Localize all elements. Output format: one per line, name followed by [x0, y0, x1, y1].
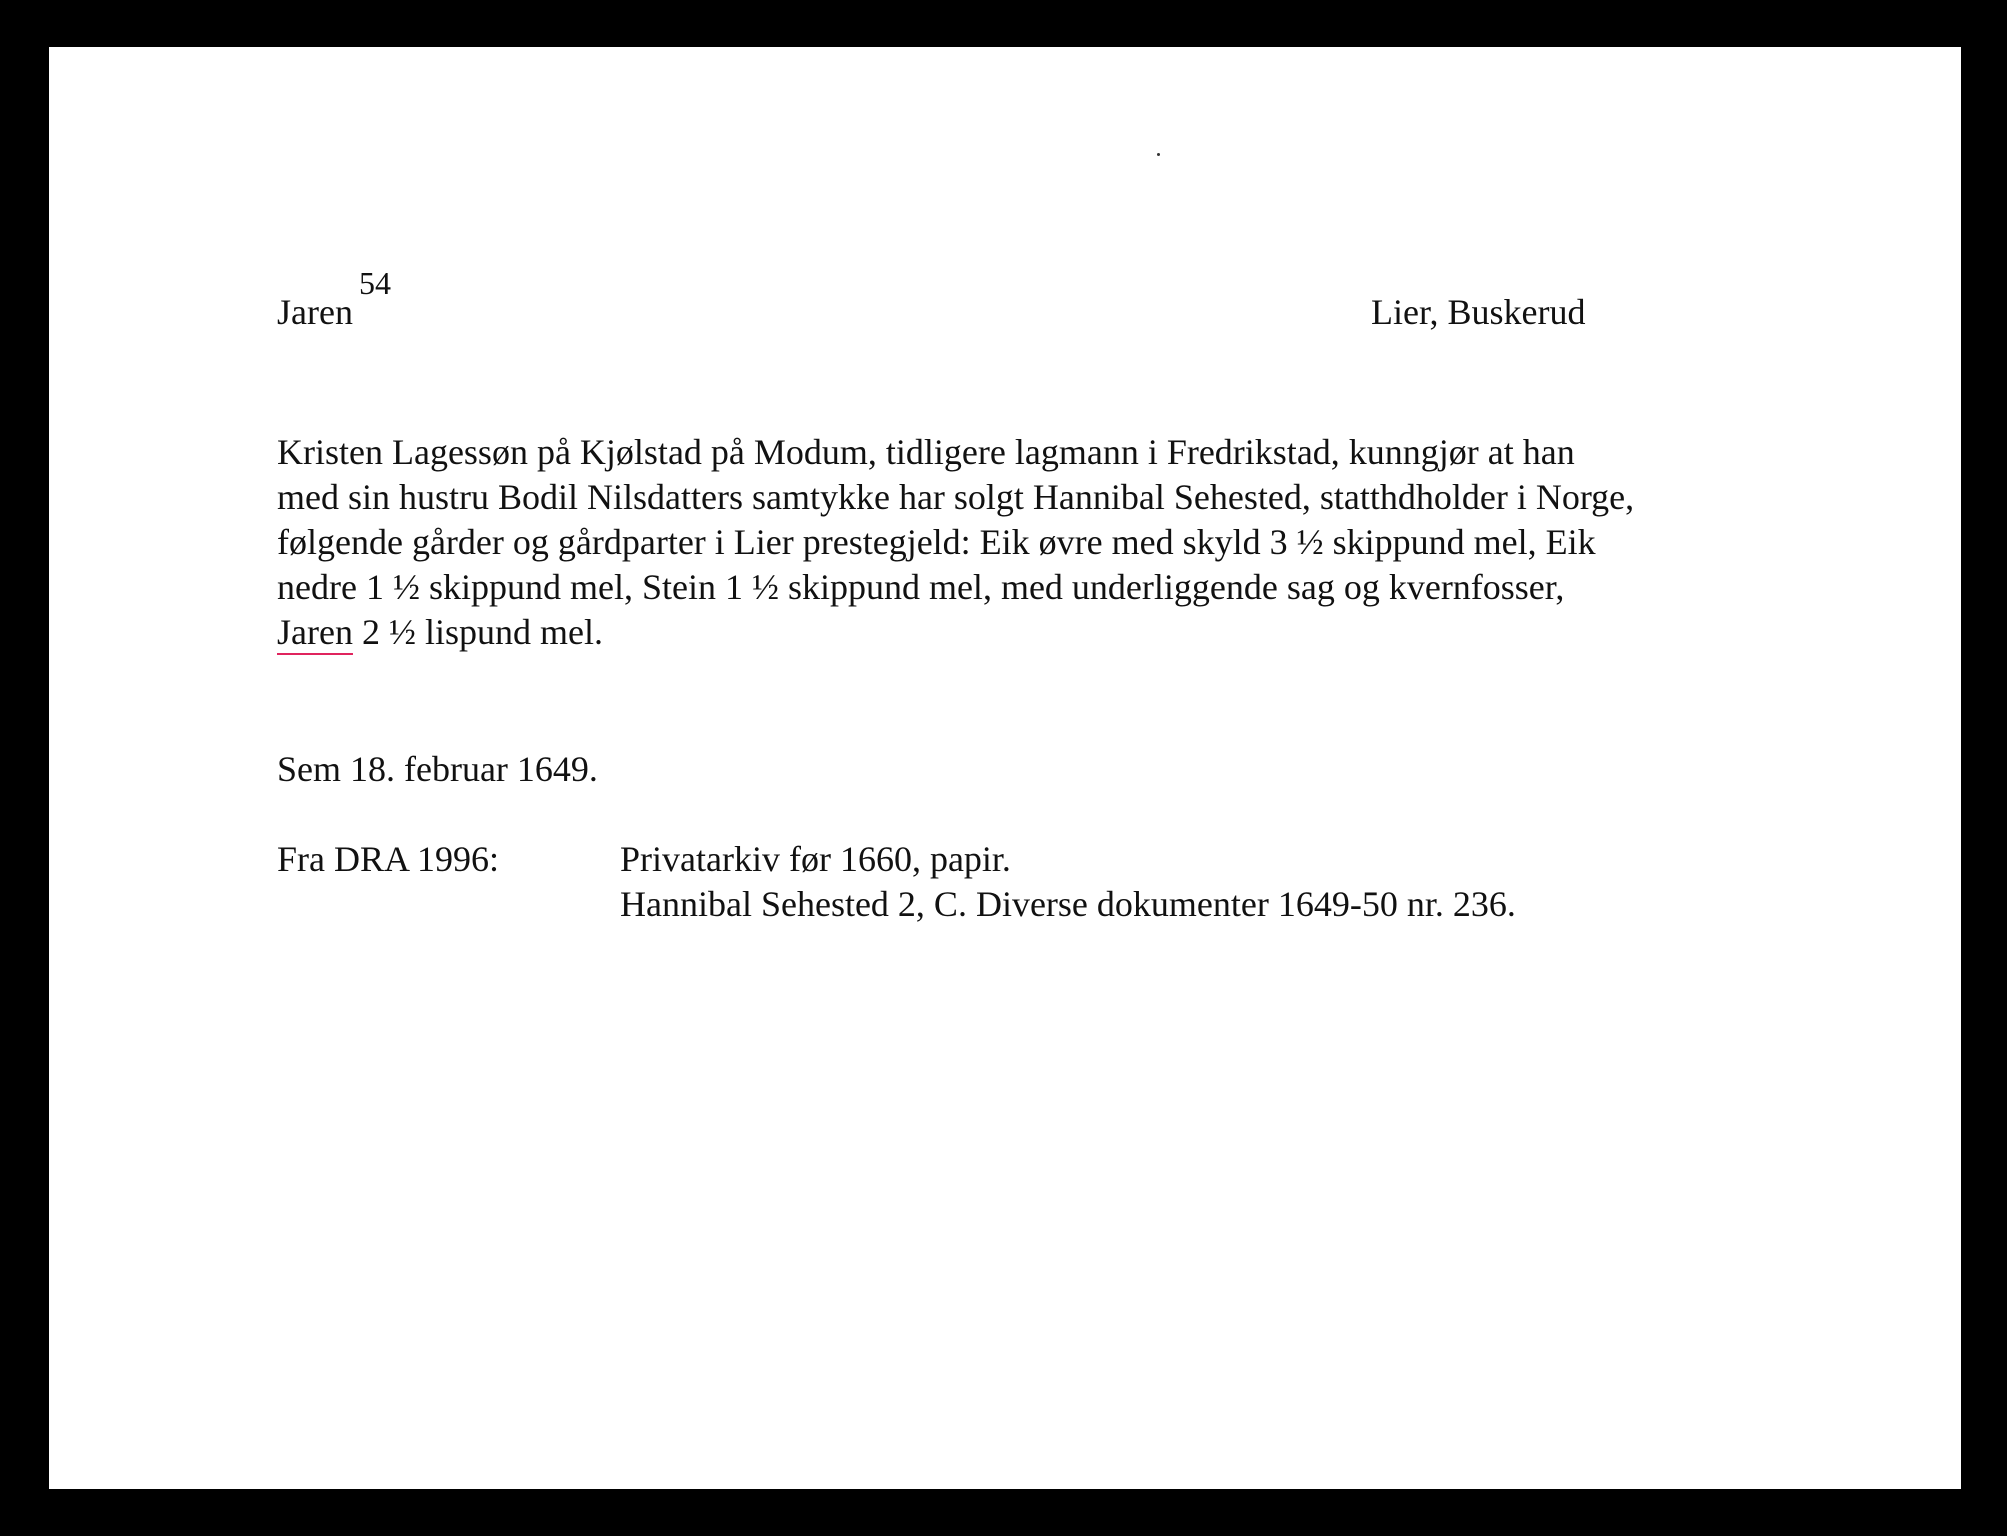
dateline: Sem 18. februar 1649.: [277, 749, 598, 789]
region-label: Lier, Buskerud: [1371, 292, 1586, 332]
source-reference: [620, 837, 1516, 927]
footnote-reference: 54: [359, 265, 391, 301]
body-line: med sin hustru Bodil Nilsdatters samtykke har solgt Hannibal Sehested, statthdholder i Norge,: [277, 477, 1635, 517]
place-name: Jaren: [277, 292, 353, 332]
source-line: Privatarkiv før 1660, papir.: [620, 839, 1011, 879]
body-line: Kristen Lagessøn på Kjølstad på Modum, tidligere lagmann i Fredrikstad, kunngjør at han: [277, 432, 1575, 472]
body-line: følgende gårder og gårdparter i Lier prestegjeld: Eik øvre med skyld 3 ½ skippund mel, Eik: [277, 522, 1596, 562]
body-line: nedre 1 ½ skippund mel, Stein 1 ½ skippund mel, med underliggende sag og kvernfosser,: [277, 567, 1565, 607]
body-line: [277, 610, 1777, 655]
document-card: [49, 47, 1961, 1489]
scan-speck: [1157, 153, 1160, 156]
source-label: Fra DRA 1996:: [277, 839, 500, 879]
underlined-place-name: Jaren: [277, 612, 353, 652]
body-line-rest: 2 ½ lispund mel.: [352, 612, 603, 652]
document-body: [277, 430, 1777, 655]
source-line: Hannibal Sehested 2, C. Diverse dokumenter 1649-50 nr. 236.: [620, 884, 1516, 924]
